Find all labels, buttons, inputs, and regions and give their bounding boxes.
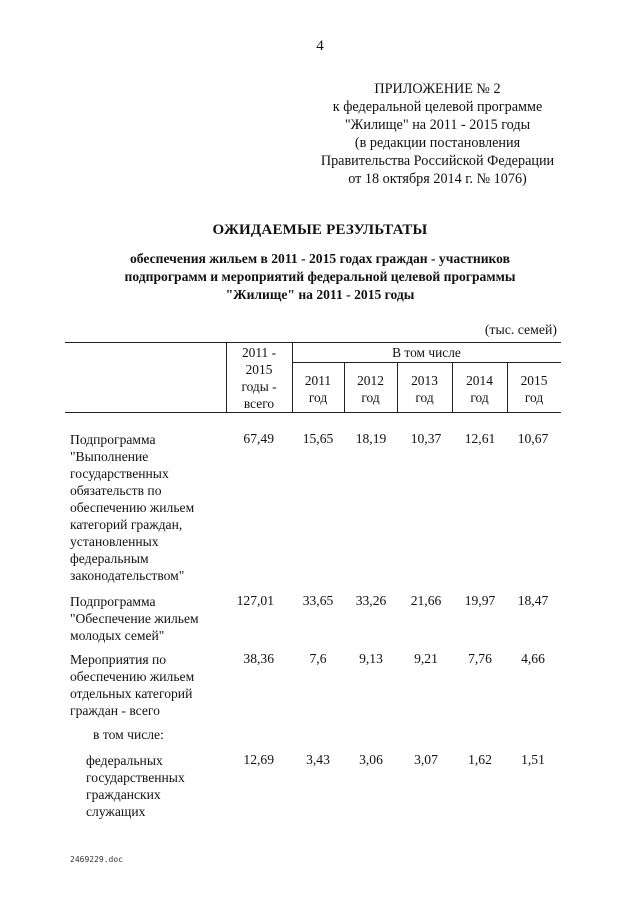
appendix-line: "Жилище" на 2011 - 2015 годы <box>344 117 531 133</box>
table-cell: 3,43 <box>306 752 330 767</box>
table-cell-total: 127,01 <box>236 593 274 608</box>
file-name-footer: 2469229.doc <box>70 855 123 864</box>
table-cell: 9,13 <box>359 651 383 666</box>
total-column-header: 2011 - 2015 годы - всего <box>241 345 277 411</box>
table-cell: 7,76 <box>468 651 492 666</box>
appendix-line: к федеральной целевой программе <box>332 99 543 115</box>
page-number: 4 <box>316 38 324 54</box>
table-cell: 3,07 <box>414 752 438 767</box>
row-label: Подпрограмма "Выполнение государственных обязательств по обеспечению жильем категорий граждан, установленных федеральным законодательством" <box>70 432 195 583</box>
table-cell: 33,26 <box>355 593 387 608</box>
year-header-2013: 2013 год <box>411 373 438 405</box>
year-header-2014: 2014 год <box>466 373 493 405</box>
table-cell: 4,66 <box>521 651 545 666</box>
document-title: ОЖИДАЕМЫЕ РЕЗУЛЬТАТЫ <box>212 222 428 238</box>
document-subtitle <box>70 250 570 304</box>
table-cell: 10,67 <box>517 431 549 446</box>
appendix-line: ПРИЛОЖЕНИЕ № 2 <box>374 81 501 97</box>
table-cell: 18,47 <box>517 593 549 608</box>
appendix-line: (в редакции постановления <box>354 135 521 151</box>
table-cell: 1,51 <box>521 752 545 767</box>
table-cell-total: 12,69 <box>243 752 274 767</box>
year-header-2015: 2015 год <box>520 373 548 405</box>
appendix-line: Правительства Российской Федерации <box>320 153 555 169</box>
table-cell: 21,66 <box>410 593 442 608</box>
subtitle-line: обеспечения жильем в 2011 - 2015 годах граждан - участников <box>130 251 510 266</box>
units-note: (тыс. семей) <box>484 322 557 337</box>
row-label: федеральных государственных гражданских служащих <box>86 753 185 819</box>
table-cell-total: 38,36 <box>243 651 274 666</box>
table-cell: 33,65 <box>302 593 334 608</box>
row-label: Подпрограмма "Обеспечение жильем молодых семей" <box>70 594 199 643</box>
appendix-line: от 18 октября 2014 г. № 1076) <box>348 171 527 187</box>
table-cell: 1,62 <box>468 752 492 767</box>
table-cell: 18,19 <box>355 431 387 446</box>
table-cell: 10,37 <box>410 431 442 446</box>
table-cell: 3,06 <box>359 752 383 767</box>
appendix-header <box>300 80 575 188</box>
table-cell: 12,61 <box>464 431 496 446</box>
year-header-2012: 2012 год <box>357 373 384 405</box>
table-cell-total: 67,49 <box>243 431 274 446</box>
sub-note: в том числе: <box>93 727 164 742</box>
table-cell: 7,6 <box>309 651 327 666</box>
table-header-bottom-rule <box>65 412 561 413</box>
subtitle-line: подпрограмм и мероприятий федеральной целевой программы <box>124 269 516 284</box>
table-cell: 19,97 <box>464 593 496 608</box>
table-cell: 15,65 <box>302 431 334 446</box>
group-header-rule <box>292 362 561 363</box>
group-header: В том числе <box>392 345 461 360</box>
table-top-rule <box>65 342 561 343</box>
subtitle-line: "Жилище" на 2011 - 2015 годы <box>225 287 415 302</box>
year-header-2011: 2011 год <box>304 373 332 405</box>
row-label: Мероприятия по обеспечению жильем отдельных категорий граждан - всего <box>70 652 195 718</box>
table-cell: 9,21 <box>414 651 438 666</box>
